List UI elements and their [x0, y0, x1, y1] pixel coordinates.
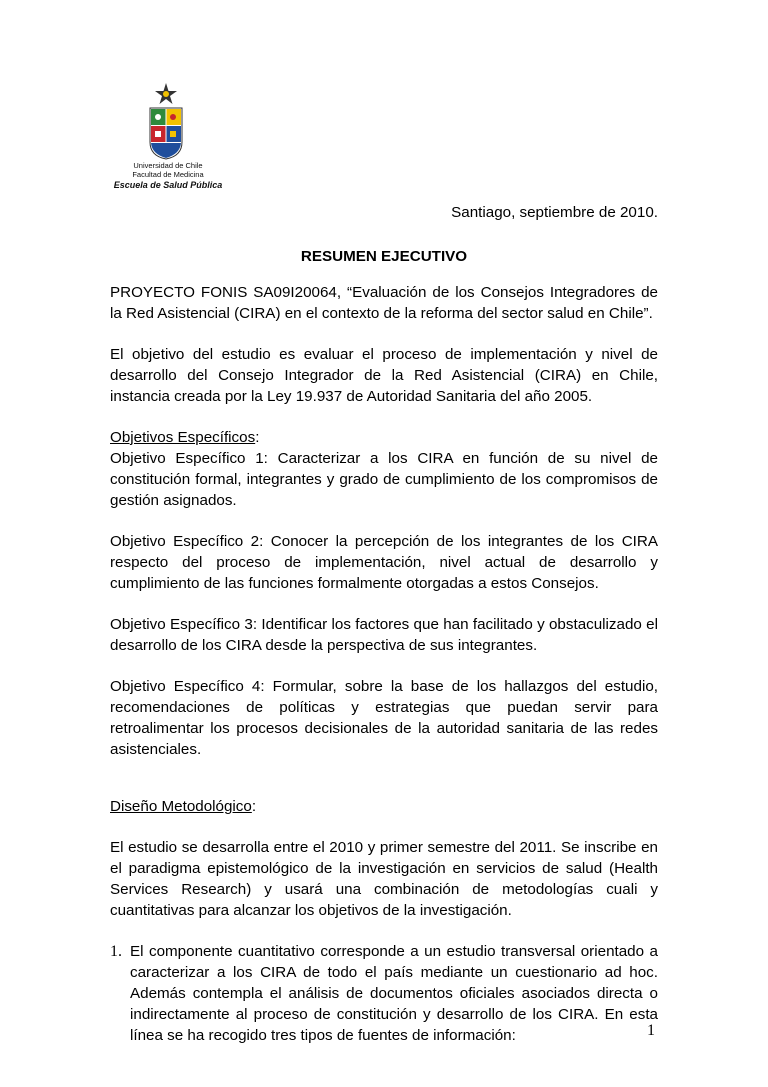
document-title: RESUMEN EJECUTIVO: [300, 248, 468, 265]
specific-objective-1: Objetivo Específico 1: Caracterizar a los CIRA en función de su nivel de constitución formal, integrantes y grado de cumplimiento de los compromisos de gestión asignados.: [110, 450, 658, 509]
document-date: Santiago, septiembre de 2010.: [451, 204, 658, 221]
university-crest-icon: [142, 82, 190, 160]
specific-objective-4: Objetivo Específico 4: Formular, sobre la base de los hallazgos del estudio, recomendaciones de políticas y estrategias que puedan servir para retroalimentar los procesos decisionales de la autoridad sanitaria de las redes asistenciales.: [110, 678, 658, 758]
design-heading-colon: :: [251, 798, 257, 815]
list-item-text: El componente cuantitativo corresponde a un estudio transversal orientado a caracterizar a los CIRA de todo el país mediante un cuestionario ad hoc. Además contempla el análisis de documentos oficiales asociados directa o indirectamente al proceso de constitución y desarrollo de los CIRA. En esta línea se ha recogido tres tipos de fuentes de información:: [130, 943, 658, 1044]
spacer: [110, 780, 658, 796]
list-item: [110, 941, 658, 1046]
university-logo: [108, 82, 228, 194]
list-item-number: 1.: [110, 943, 122, 960]
logo-school-name: Escuela de Salud Pública: [113, 180, 223, 190]
heading-colon: :: [255, 429, 260, 446]
logo-faculty-name: Facultad de Medicina: [132, 170, 204, 179]
specific-objective-2: Objetivo Específico 2: Conocer la percepción de los integrantes de los CIRA respecto del proceso de implementación, nivel actual de desarrollo y cumplimiento de las funciones formalmente otorgadas a estos Consejos.: [110, 533, 658, 592]
document-body: [110, 282, 658, 1046]
logo-caption: [108, 161, 228, 191]
design-paragraph: El estudio se desarrolla entre el 2010 y primer semestre del 2011. Se inscribe en el paradigma epistemológico de la investigación en servicios de salud (Health Services Research) y usará una combinación de metodologías cuali y cuantitativas para alcanzar los objetivos de la investigación.: [110, 839, 658, 919]
specific-objectives-block: [110, 427, 658, 511]
project-paragraph: PROYECTO FONIS SA09I20064, “Evaluación de los Consejos Integradores de la Red Asistencial (CIRA) en el contexto de la reforma del sector salud en Chile”.: [110, 284, 658, 322]
logo-university-name: Universidad de Chile: [133, 161, 203, 170]
objective-paragraph: El objetivo del estudio es evaluar el proceso de implementación y nivel de desarrollo del Consejo Integrador de la Red Asistencial (CIRA) en Chile, instancia creada por la Ley 19.937 de Autoridad Sanitaria del año 2005.: [110, 346, 658, 405]
design-heading: Diseño Metodológico: [110, 798, 252, 815]
design-heading-line: [110, 796, 658, 817]
specific-objective-3: Objetivo Específico 3: Identificar los factores que han facilitado y obstaculizado el desarrollo de los CIRA desde la perspectiva de sus integrantes.: [110, 616, 658, 654]
page-number: 1: [647, 1022, 655, 1039]
specific-objectives-heading: Objetivos Específicos: [110, 429, 256, 446]
